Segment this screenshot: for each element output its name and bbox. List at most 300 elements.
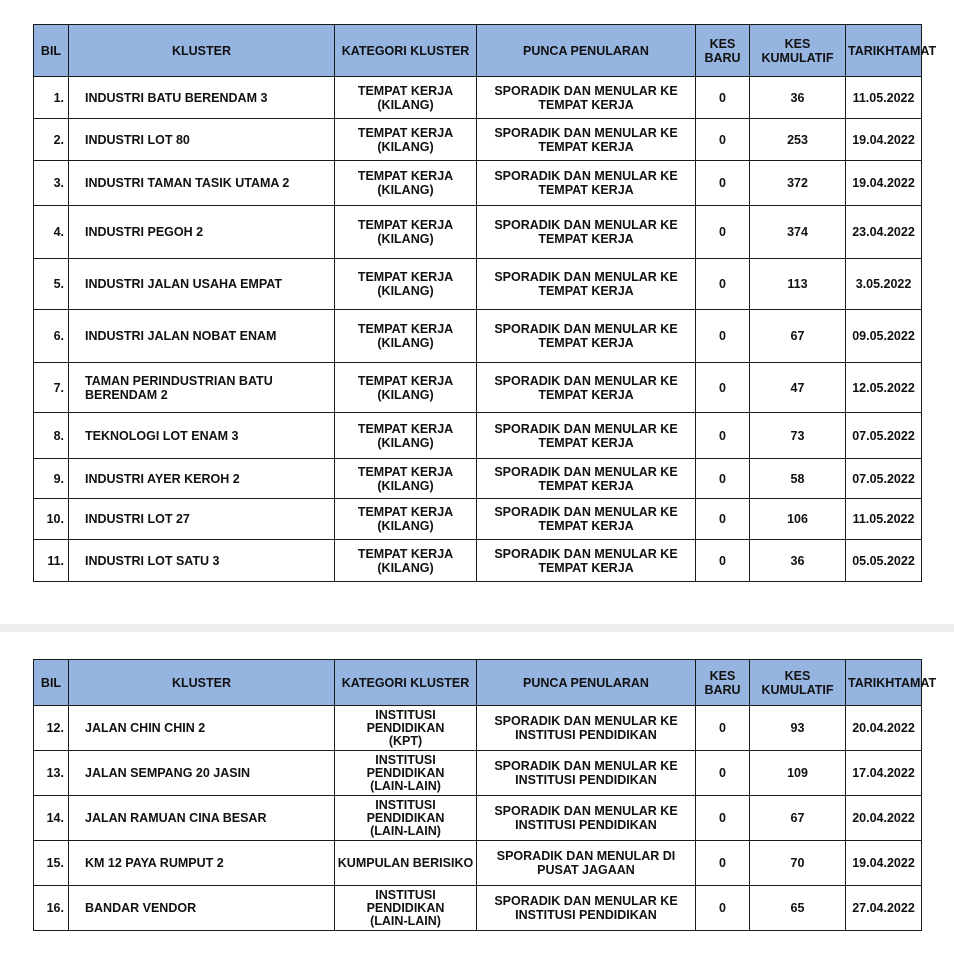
cell-bil <box>34 206 69 259</box>
cell-kes-baru <box>696 161 750 206</box>
cell-kes-kumulatif-text: 67 <box>790 329 805 343</box>
cell-kategori <box>335 499 477 540</box>
header-bil: BIL <box>34 660 69 706</box>
cell-kluster-text: INDUSTRI TAMAN TASIK UTAMA 2 <box>85 176 290 190</box>
header-kes-kum-line1: KES <box>784 668 811 683</box>
cell-kluster <box>69 413 335 459</box>
cell-kategori-text: TEMPAT KERJA <box>357 169 454 183</box>
cell-punca-text: TEMPAT KERJA <box>538 284 634 298</box>
cell-kategori <box>335 363 477 413</box>
cell-punca-text: TEMPAT KERJA <box>538 183 634 197</box>
cell-bil-text: 15. <box>46 856 64 870</box>
cell-tarikh-tamat <box>846 499 922 540</box>
page-separator <box>0 624 954 632</box>
header-kes-kum-line2: KUMULATIF <box>761 682 834 697</box>
cell-kes-baru <box>696 706 750 751</box>
cell-kes-baru <box>696 310 750 363</box>
cell-kes-kumulatif-text: 372 <box>787 176 808 190</box>
header-kes-baru-line1: KES <box>709 36 736 51</box>
cell-punca-text: SPORADIK DAN MENULAR KE <box>494 714 678 728</box>
cell-kluster-text: TEKNOLOGI LOT ENAM 3 <box>85 428 239 443</box>
cell-tarikh-tamat <box>846 206 922 259</box>
cell-punca-text: TEMPAT KERJA <box>538 97 634 112</box>
header-tarikh-tamat: TARIKHTAMAT <box>846 25 922 77</box>
table-row <box>34 206 922 259</box>
cell-kes-kumulatif <box>750 413 846 459</box>
cell-kes-baru-text: 0 <box>719 380 726 395</box>
cell-kes-baru <box>696 540 750 582</box>
table-row <box>34 540 922 582</box>
cell-kategori-text: INSTITUSI <box>375 707 436 722</box>
cell-kategori-text: TEMPAT KERJA <box>357 464 454 479</box>
cell-kes-kumulatif-text: 58 <box>790 471 805 486</box>
cell-kes-baru-text: 0 <box>719 553 726 568</box>
cell-kluster-text: INDUSTRI LOT SATU 3 <box>85 553 220 568</box>
cell-kategori-text: (KILANG) <box>377 232 434 246</box>
cell-punca <box>477 206 696 259</box>
cell-kes-kumulatif <box>750 706 846 751</box>
cell-kluster <box>69 886 335 931</box>
cell-kluster-text: JALAN RAMUAN CINA BESAR <box>85 811 267 825</box>
cell-bil-text: 8. <box>53 428 64 443</box>
cell-bil <box>34 363 69 413</box>
cell-punca <box>477 751 696 796</box>
cell-tarikh-tamat <box>846 119 922 161</box>
table-row <box>34 310 922 363</box>
cell-kes-baru <box>696 119 750 161</box>
table-header <box>34 25 937 77</box>
cell-bil <box>34 540 69 582</box>
cell-punca <box>477 540 696 582</box>
cell-kes-baru-text: 0 <box>719 329 726 343</box>
cell-bil-text: 12. <box>46 721 64 735</box>
cell-kes-kumulatif <box>750 841 846 886</box>
table-row <box>34 119 922 161</box>
cell-kes-baru <box>696 841 750 886</box>
cell-kluster-text: BANDAR VENDOR <box>85 901 197 915</box>
cell-punca <box>477 310 696 363</box>
cell-kategori-text: PENDIDIKAN <box>366 765 445 780</box>
cell-bil <box>34 413 69 459</box>
cell-bil-text: 11. <box>47 553 64 568</box>
table-row <box>34 413 922 459</box>
header-kluster: KLUSTER <box>69 25 335 77</box>
cell-bil-text: 5. <box>53 277 64 291</box>
cell-punca <box>477 161 696 206</box>
cell-kluster <box>69 206 335 259</box>
cell-kategori <box>335 706 477 751</box>
cell-kes-baru-text: 0 <box>719 811 726 825</box>
cell-punca-text: TEMPAT KERJA <box>538 560 634 575</box>
cell-kes-baru <box>696 459 750 499</box>
cell-kategori <box>335 796 477 841</box>
table-row <box>34 706 922 751</box>
header-bil: BIL <box>34 25 69 77</box>
header-punca: PUNCA PENULARAN <box>477 660 696 706</box>
cell-tarikh-tamat <box>846 540 922 582</box>
cell-kluster <box>69 259 335 310</box>
cell-kategori-text: TEMPAT KERJA <box>357 373 454 388</box>
cell-kes-baru <box>696 886 750 931</box>
cell-kluster-text: INDUSTRI LOT 80 <box>85 132 190 147</box>
header-kes-kum-line1: KES <box>784 36 811 51</box>
cell-kes-kumulatif <box>750 310 846 363</box>
cell-kes-kumulatif-text: 93 <box>790 721 805 735</box>
cell-kluster <box>69 841 335 886</box>
cell-kes-baru <box>696 363 750 413</box>
cell-bil <box>34 706 69 751</box>
cell-kes-kumulatif <box>750 886 846 931</box>
cell-punca-text: TEMPAT KERJA <box>538 139 634 154</box>
cell-punca-text: SPORADIK DAN MENULAR KE <box>494 505 678 519</box>
cell-kes-baru <box>696 751 750 796</box>
cell-kluster <box>69 77 335 119</box>
cell-kes-baru-text: 0 <box>719 277 726 291</box>
cell-kategori-text: PENDIDIKAN <box>366 810 445 825</box>
table-row <box>34 259 922 310</box>
cell-kategori-text: (KILANG) <box>377 435 434 450</box>
cell-tarikh-tamat-text: 3.05.2022 <box>855 277 912 291</box>
cell-tarikh-tamat-text: 27.04.2022 <box>852 901 915 915</box>
cell-kategori-text: TEMPAT KERJA <box>357 218 454 232</box>
cell-tarikh-tamat <box>846 77 922 119</box>
cell-kategori-text: TEMPAT KERJA <box>357 83 454 98</box>
cell-tarikh-tamat <box>846 259 922 310</box>
cell-punca <box>477 119 696 161</box>
cell-kes-baru <box>696 206 750 259</box>
cell-kes-kumulatif-text: 113 <box>787 277 808 291</box>
cell-punca <box>477 77 696 119</box>
cell-punca-text: TEMPAT KERJA <box>538 387 634 402</box>
cell-kluster <box>69 363 335 413</box>
cell-bil <box>34 796 69 841</box>
cell-kes-baru <box>696 259 750 310</box>
table-row <box>34 796 922 841</box>
cell-kategori-text: (KILANG) <box>377 336 434 350</box>
cell-tarikh-tamat-text: 07.05.2022 <box>852 471 915 486</box>
table-header <box>34 660 937 706</box>
cell-bil <box>34 161 69 206</box>
table-body-1 <box>34 77 922 582</box>
cell-kategori <box>335 540 477 582</box>
cell-kategori-text: (KILANG) <box>377 97 434 112</box>
header-kes-kumulatif <box>750 25 846 77</box>
cell-bil-text: 9. <box>53 471 64 486</box>
cell-kategori-text: (LAIN-LAIN) <box>370 913 441 928</box>
cell-tarikh-tamat <box>846 841 922 886</box>
cell-kes-baru <box>696 77 750 119</box>
cell-punca-text: SPORADIK DAN MENULAR KE <box>494 125 678 140</box>
header-kes-kum-line2: KUMULATIF <box>761 50 834 65</box>
cell-tarikh-tamat-text: 07.05.2022 <box>852 428 915 443</box>
cell-kes-kumulatif <box>750 540 846 582</box>
table-row <box>34 77 922 119</box>
cell-bil <box>34 119 69 161</box>
cell-kategori-text: (KILANG) <box>377 183 434 197</box>
cell-tarikh-tamat-text: 09.05.2022 <box>852 329 915 343</box>
cell-tarikh-tamat <box>846 796 922 841</box>
cell-tarikh-tamat-text: 17.04.2022 <box>852 766 915 780</box>
header-kes-baru <box>696 660 750 706</box>
header-tarikh-tamat: TARIKHTAMAT <box>846 660 922 706</box>
cell-kluster-text: KM 12 PAYA RUMPUT 2 <box>85 856 224 870</box>
cell-kes-kumulatif <box>750 77 846 119</box>
header-kes-baru-line2: BARU <box>704 50 741 65</box>
cell-kategori <box>335 459 477 499</box>
cell-kes-kumulatif <box>750 259 846 310</box>
cell-kes-kumulatif-text: 109 <box>787 766 808 780</box>
cell-kategori-text: TEMPAT KERJA <box>357 125 454 140</box>
cell-punca <box>477 499 696 540</box>
cell-kluster-text: TAMAN PERINDUSTRIAN BATU BERENDAM 2 <box>85 373 273 402</box>
cell-kes-kumulatif <box>750 796 846 841</box>
cell-punca-text: PUSAT JAGAAN <box>537 863 635 877</box>
cell-kes-baru-text: 0 <box>719 512 726 526</box>
cell-punca-text: TEMPAT KERJA <box>538 435 634 450</box>
cell-punca-text: SPORADIK DAN MENULAR KE <box>494 322 678 336</box>
cell-kes-kumulatif <box>750 751 846 796</box>
cell-tarikh-tamat-text: 19.04.2022 <box>852 856 915 870</box>
cell-bil-text: 3. <box>53 176 64 190</box>
cell-kluster-text: INDUSTRI AYER KEROH 2 <box>85 471 240 486</box>
cell-kluster-text: JALAN CHIN CHIN 2 <box>85 721 206 735</box>
cell-bil <box>34 841 69 886</box>
cell-tarikh-tamat <box>846 886 922 931</box>
cell-kluster-text: INDUSTRI LOT 27 <box>85 512 190 526</box>
cell-bil-text: 10. <box>46 512 64 526</box>
cell-bil-text: 16. <box>46 901 64 915</box>
header-kes-baru-line2: BARU <box>704 682 741 697</box>
cell-kes-baru-text: 0 <box>719 90 726 105</box>
cell-kategori-text: (LAIN-LAIN) <box>370 823 441 838</box>
cell-kategori-text: (KILANG) <box>377 284 434 298</box>
cell-kes-baru-text: 0 <box>719 471 726 486</box>
cell-bil-text: 1. <box>53 90 64 105</box>
cell-punca-text: SPORADIK DAN MENULAR KE <box>494 421 678 436</box>
cell-punca-text: SPORADIK DAN MENULAR KE <box>494 464 678 479</box>
cell-tarikh-tamat <box>846 459 922 499</box>
header-kategori: KATEGORI KLUSTER <box>335 660 477 706</box>
cell-tarikh-tamat-text: 20.04.2022 <box>852 811 915 825</box>
cell-kes-baru-text: 0 <box>719 901 726 915</box>
cell-kluster-text: INDUSTRI PEGOH 2 <box>85 225 204 239</box>
cell-kategori-text: (KILANG) <box>377 139 434 154</box>
cell-kes-kumulatif-text: 36 <box>790 90 805 105</box>
table-row <box>34 751 922 796</box>
header-kategori: KATEGORI KLUSTER <box>335 25 477 77</box>
cell-kes-baru-text: 0 <box>719 766 726 780</box>
cell-punca <box>477 841 696 886</box>
cell-kategori-text: TEMPAT KERJA <box>357 421 454 436</box>
cell-punca <box>477 886 696 931</box>
cell-kluster <box>69 499 335 540</box>
table-row <box>34 459 922 499</box>
cell-bil <box>34 259 69 310</box>
cell-punca-text: INSTITUSI PENDIDIKAN <box>515 908 657 922</box>
cell-kes-kumulatif <box>750 499 846 540</box>
cell-kategori-text: INSTITUSI <box>375 887 436 902</box>
table-row <box>34 886 922 931</box>
header-punca: PUNCA PENULARAN <box>477 25 696 77</box>
cell-kategori <box>335 259 477 310</box>
cell-bil <box>34 77 69 119</box>
cell-punca-text: SPORADIK DAN MENULAR KE <box>494 759 678 773</box>
cell-kes-kumulatif-text: 70 <box>790 856 805 870</box>
cell-kes-kumulatif <box>750 161 846 206</box>
cell-kes-kumulatif <box>750 206 846 259</box>
cell-punca <box>477 413 696 459</box>
cell-kes-kumulatif-text: 106 <box>787 512 808 526</box>
cell-tarikh-tamat <box>846 706 922 751</box>
cell-kategori-text: TEMPAT KERJA <box>357 546 454 561</box>
cell-kategori-text: (KILANG) <box>377 478 434 493</box>
cell-kluster <box>69 459 335 499</box>
cell-kategori-text: (KPT) <box>388 733 423 748</box>
cell-kluster <box>69 161 335 206</box>
cell-bil <box>34 459 69 499</box>
cell-kes-kumulatif <box>750 363 846 413</box>
cell-kategori <box>335 310 477 363</box>
cell-kategori-text: TEMPAT KERJA <box>357 270 454 284</box>
cell-kes-kumulatif-text: 47 <box>790 380 805 395</box>
table-row <box>34 841 922 886</box>
cell-punca-text: SPORADIK DAN MENULAR DI <box>496 849 676 863</box>
cell-kategori <box>335 751 477 796</box>
cluster-table-2 <box>33 659 937 931</box>
cell-bil <box>34 499 69 540</box>
cell-punca <box>477 259 696 310</box>
cell-bil-text: 6. <box>53 329 64 343</box>
cell-punca-text: TEMPAT KERJA <box>538 336 634 350</box>
header-kes-baru <box>696 25 750 77</box>
cell-punca-text: INSTITUSI PENDIDIKAN <box>515 728 657 742</box>
cell-kes-kumulatif-text: 67 <box>790 811 805 825</box>
cell-punca-text: SPORADIK DAN MENULAR KE <box>494 218 678 232</box>
cell-tarikh-tamat-text: 19.04.2022 <box>852 132 915 147</box>
cell-kes-kumulatif-text: 73 <box>790 428 805 443</box>
cell-punca-text: INSTITUSI PENDIDIKAN <box>515 818 657 832</box>
table-body-2 <box>34 706 922 931</box>
cell-kluster <box>69 540 335 582</box>
cell-kluster-text: INDUSTRI JALAN USAHA EMPAT <box>85 277 282 291</box>
cell-kes-baru <box>696 499 750 540</box>
cell-tarikh-tamat <box>846 310 922 363</box>
cell-kategori <box>335 77 477 119</box>
cluster-table-1 <box>33 24 937 582</box>
cell-tarikh-tamat-text: 19.04.2022 <box>852 176 915 190</box>
cell-punca-text: SPORADIK DAN MENULAR KE <box>494 804 678 818</box>
table-row <box>34 363 922 413</box>
cell-kategori-text: INSTITUSI <box>375 752 436 767</box>
cell-kluster <box>69 796 335 841</box>
cell-kategori <box>335 161 477 206</box>
cell-bil <box>34 751 69 796</box>
cell-kes-baru <box>696 413 750 459</box>
header-kes-kumulatif <box>750 660 846 706</box>
cell-bil-text: 13. <box>46 766 64 780</box>
cell-kategori-text: (KILANG) <box>377 560 434 575</box>
table-row <box>34 499 922 540</box>
cell-tarikh-tamat-text: 20.04.2022 <box>852 721 915 735</box>
cell-punca-text: SPORADIK DAN MENULAR KE <box>494 546 678 561</box>
cell-punca-text: SPORADIK DAN MENULAR KE <box>494 169 678 183</box>
cell-punca-text: INSTITUSI PENDIDIKAN <box>515 773 657 787</box>
cell-kategori-text: TEMPAT KERJA <box>357 322 454 336</box>
cell-kes-baru <box>696 796 750 841</box>
cell-punca-text: SPORADIK DAN MENULAR KE <box>494 894 678 908</box>
cell-kes-kumulatif-text: 253 <box>787 132 808 147</box>
cell-kategori <box>335 886 477 931</box>
cell-punca-text: SPORADIK DAN MENULAR KE <box>494 373 678 388</box>
cell-kategori <box>335 206 477 259</box>
cell-kluster-text: INDUSTRI BATU BERENDAM 3 <box>85 90 268 105</box>
cell-kes-baru-text: 0 <box>719 132 726 147</box>
cell-tarikh-tamat-text: 05.05.2022 <box>852 553 915 568</box>
cell-punca-text: SPORADIK DAN MENULAR KE <box>494 83 678 98</box>
header-kluster: KLUSTER <box>69 660 335 706</box>
cell-kes-kumulatif-text: 65 <box>790 901 805 915</box>
cell-kategori-text: (KILANG) <box>377 387 434 402</box>
cell-bil <box>34 886 69 931</box>
cell-kluster-text: JALAN SEMPANG 20 JASIN <box>85 766 251 780</box>
cell-bil-text: 4. <box>53 225 64 239</box>
cell-punca <box>477 459 696 499</box>
cell-tarikh-tamat-text: 11.05.2022 <box>852 90 915 105</box>
cell-kategori-text: PENDIDIKAN <box>366 720 445 735</box>
cell-kluster <box>69 751 335 796</box>
cell-kluster-text: INDUSTRI JALAN NOBAT ENAM <box>85 329 277 343</box>
cell-kes-baru-text: 0 <box>719 721 726 735</box>
cell-bil-text: 2. <box>53 132 64 147</box>
cell-kategori-text: (LAIN-LAIN) <box>370 778 441 793</box>
cell-punca <box>477 363 696 413</box>
cell-kategori-text: KUMPULAN BERISIKO <box>337 855 474 870</box>
cell-kluster <box>69 119 335 161</box>
cell-kluster <box>69 310 335 363</box>
cell-kategori <box>335 413 477 459</box>
cell-punca-text: SPORADIK DAN MENULAR KE <box>494 270 678 284</box>
cell-punca-text: TEMPAT KERJA <box>538 519 634 533</box>
cell-bil <box>34 310 69 363</box>
cell-punca <box>477 796 696 841</box>
cell-punca-text: TEMPAT KERJA <box>538 478 634 493</box>
cell-kes-kumulatif-text: 374 <box>787 225 808 239</box>
table-row <box>34 161 922 206</box>
cell-tarikh-tamat <box>846 413 922 459</box>
cell-kategori-text: TEMPAT KERJA <box>357 505 454 519</box>
cell-kes-kumulatif <box>750 459 846 499</box>
cell-punca-text: TEMPAT KERJA <box>538 232 634 246</box>
cell-kategori-text: (KILANG) <box>377 519 434 533</box>
header-kes-baru-line1: KES <box>709 668 736 683</box>
cell-tarikh-tamat <box>846 161 922 206</box>
cell-kes-baru-text: 0 <box>719 856 726 870</box>
cell-tarikh-tamat <box>846 751 922 796</box>
cell-kategori-text: INSTITUSI <box>375 797 436 812</box>
cell-tarikh-tamat-text: 23.04.2022 <box>852 225 915 239</box>
cell-kes-baru-text: 0 <box>719 428 726 443</box>
cell-kluster <box>69 706 335 751</box>
cell-tarikh-tamat-text: 11.05.2022 <box>852 512 915 526</box>
cell-kes-baru-text: 0 <box>719 225 726 239</box>
table-panel-2 <box>0 632 954 960</box>
cell-kes-kumulatif-text: 36 <box>790 553 805 568</box>
cell-tarikh-tamat <box>846 363 922 413</box>
cell-kategori-text: PENDIDIKAN <box>366 900 445 915</box>
cell-tarikh-tamat-text: 12.05.2022 <box>852 380 915 395</box>
cell-kes-baru-text: 0 <box>719 176 726 190</box>
cell-kategori <box>335 119 477 161</box>
